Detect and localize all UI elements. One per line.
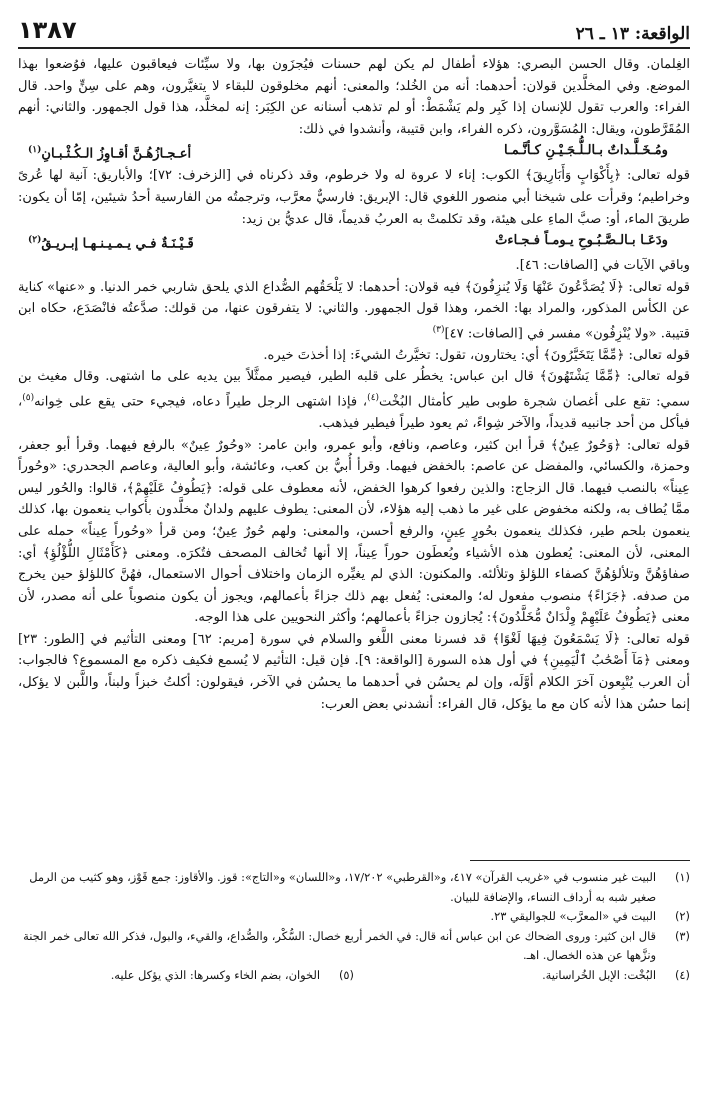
book-page (18, 10, 690, 1100)
verse-hemistich-2: قَـيْـنَـةٌ فـي يـمـيـنـهـا إبـريـقُ$^{(٢)}$ (28, 235, 194, 252)
paragraph: الغِلمان. وقال الحسن البصري: هؤلاء أطفال لم يكن لهم حسنات فيُجزَون بها، ولا سيِّئات فيعاقبون عليها، فوُضعوا بهذا الموضع. وفي المخلَّدين قولان: أحدهما: أنه من الخُلد؛ والمعنى: أنهم مخلوقون للبقاء لا يتغيَّرون، وهم على سِنٍّ واحد. قال الفراء: والعرب تقول للإنسان إذا كَبِر ولم يَشْمَطْ: أو لم تذهب أسنانه عن الكِبَر: إنه لمخلَّد، هذا قول الجمهور. والثاني: أنهم المُقَرَّطون، ويقال: المُسَوَّرون، ذكره الفراء، وابن قتيبة، وأنشدوا في ذلك: (18, 57, 690, 137)
footnote-ref: (٣) (432, 324, 445, 335)
footnote-ref: (٤) (367, 392, 380, 403)
footnote (18, 927, 690, 966)
verse-hemistich-1: ومُـخَـلَّـداتٌ بـالـلُّـجَـيْـنِ كـأنَّـمـا (503, 143, 668, 159)
footnote-number: (٢) (674, 909, 690, 924)
paragraph: قوله تعالى: ﴿بِأَكْوَابٍ وَأَبَارِيقَ﴾ الكوب: إناء لا عروة له ولا خرطوم، وقد ذكرناه في [الزخرف: ٧٢]؛ والأباريق: آنية لها عُرىً وخراطيم؛ وقرأت على شيخنا أبي منصور اللغوي قال: الإبريق: فارسيٌّ معرَّب، وترجمتُه من الفارسية أحدُ شيئين، إمّا أن يكون: طريقَ الماء، أو: صبَّ الماءِ على هيئة، وقد تكلمتْ به العربُ قديماً، قال عديُّ بن زيد: (18, 168, 690, 227)
footnote-row (18, 966, 690, 986)
main-text (18, 54, 690, 854)
footnote-number: (٤) (674, 967, 690, 982)
running-title: الواقعة: ١٣ ـ ٢٦ (575, 24, 690, 44)
paragraph: قوله تعالى: ﴿لَا يُصَدَّعُونَ عَنْهَا وَلَا يُنزِفُونَ﴾ فيه قولان: أحدهما: لا يَلْحَقُهم الصُّداع الذي يلحق شاربي خمر الدنيا. و «عنها» كناية عن الكأس المذكور، والمراد بها: الخمر، وهذا قول الجمهور. والثاني: لا يتفرقون عنها، من قولك: صدَّعتُه فانْصَدَع، حكاه ابن قتيبة. «ولا يُنْزِفُون» مفسر في [الصافات: ٤٧]$^{(٣)}$ (18, 279, 690, 342)
page-header (18, 10, 690, 49)
footnote-number: (٣) (674, 928, 690, 943)
footnote-text: قال ابن كثير: وروى الضحاك عن ابن عباس أنه قال: في الخمر أربع خصال: السُّكْر، والصُّداع، والقيء، والبول، فذكر الله تعالى خمر الجنة ونزَّهها عن هذه الخصال. اهـ. (23, 928, 656, 963)
footnote-ref: (١) (28, 145, 42, 156)
footnote-text: البيت غير منسوب في «غريب القرآن» ٤١٧، و«القرطبي» ١٧/٢٠٢، و«اللسان» و«التاج»: قوز. والأقاوز: جمع قَوْز، وهو كثيب من الرمل صغير شبه به أرداف النساء، والإضافة للبيان. (29, 870, 656, 904)
paragraph: قوله تعالى: ﴿وَحُورٌ عِينٌ﴾ قرأ ابن كثير، وعاصم، ونافع، وأبو عمرو، وابن عامر: «وحُورٌ عِينٌ» بالرفع فيهما. وقرأ أبو جعفر، وحمزة، والكسائي، والمفضل عن عاصم: بالخفض فيهما. وقرأ أُبيُّ بن كعب، وعائشة، وأبو العالية، وعاصم الجحدري: «وحُوراً عِيناً» بالنصب فيهما. قال الزجاج: والذين رفعوا كرهوا الخفض، لأنه معطوف على قوله: ﴿يَطُوفُ عَلَيْهِمْ﴾، قالوا: والحُور ليس ممَّا يُطاف به، ولكنه مخفوض على غير ما ذهب إليه هؤلاء، لأن المعنى: يطوف عليهم ولدانٌ مخلَّدون بأكواب ينعمون بها، كذلك ينعمون بلحم طير، فكذلك ينعمون بحُورٍ عِينٍ، والرفع أحسن، والمعنى: ولهم حُورٌ عِينٌ؛ ومن قرأ «وحُوراً عِيناً» حمله على المعنى، لأن المعنى: يُعطون هذه الأشياء ويُعطَون حوراً عِيناً، إلا أنها تُخالف المصحف فتُكرَه. ومعنى ﴿كَأَمْثَالِ اللُّؤْلُؤِ﴾ أي: صفاؤهُنَّ وتلألؤهُنَّ كصفاء اللؤلؤ وتلألئه. والمكنون: الذي لم يغيِّره الزمان واختلاف أحوال الاستعمال، فهُنَّ كاللؤلؤ حين يخرج من صدفه. ﴿جَزَاءً﴾ منصوب مفعول له؛ والمعنى: يُفعل بهم ذلك جزاءً بأعمالهم، ويجوز أن يكون منصوباً على أنه مصدر، لأن معنى ﴿يَطُوفُ عَلَيْهِمْ وِلْدَانٌ مُّخَلَّدُونَ﴾: يُجازون جزاءً بأعمالهم؛ وأكثر النحويين على هذا الوجه. (18, 437, 690, 626)
poem-verse (18, 140, 690, 165)
page-number: ١٣٨٧ (18, 16, 77, 44)
verse-hemistich-2: أعـجـازُهُـنَّ أقـاوِزُ الـكُـثْـبـانِ$^{(١)}$ (28, 145, 192, 162)
footnote-divider (470, 860, 690, 861)
footnote-ref: (٢) (28, 235, 42, 246)
footnote (18, 868, 690, 907)
footnote-text: الخوان، بضم الخاء وكسرها: الذي يؤكل عليه. (110, 967, 320, 982)
verse-hemistich-1: ودَعَـا بـالـصَّـبُـوحِ يـومـاً فـجـاءتْ (495, 233, 668, 249)
footnotes (18, 868, 690, 1093)
footnote-text: البُخْت: الإبل الخُراسانية. (542, 967, 656, 982)
paragraph: قوله تعالى: ﴿مِّمَّا يَشْتَهُونَ﴾ قال ابن عباس: يخطُر على قلبه الطير، فيصير ممثَّلاً بين يديه على ما اشتهى. وقال مغيث بن سمي: تقع على أغصان شجرة طوبى طير كأمثال البُخْت$^{(٤)}$، فإذا اشتهى الرجل طيراً دعاه، فيجيء حتى يقع على خِوانه$^{(٥)}$، فيأكل من أحد جانبيه قديداً، والآخر شِواءً، ثم يعود طيراً فيطير فيذهب. (18, 369, 690, 431)
footnote (18, 966, 354, 986)
footnote (354, 966, 690, 986)
footnote-ref: (٥) (22, 392, 35, 403)
paragraph: قوله تعالى: ﴿لَا يَسْمَعُونَ فِيهَا لَغْوًا﴾ قد فسرنا معنى اللَّغو والسلام في سورة [مريم: ٦٢] ومعنى التأثيم في [الطور: ٢٣] ومعنى ﴿مَآ أَصْحَٰبُ ٱلْيَمِينِ﴾ في أول هذه السورة [الواقعة: ٩]. فإن قيل: التأثيم لا يُسمع فكيف ذكره مع المسموع؟ فالجواب: أن العرب يُتْبِعون آخرَ الكلام أوَّلَه، وإن لم يحسُن في أحدهما ما يحسُن في الآخر، فيقولون: أكلتُ خبزاً ولبناً، واللَّبن لا يؤكل، إنما حسُن هذا لأنه كان مع ما يؤكل، قال الفراء: أنشدني بعض العرب: (18, 631, 690, 712)
footnote-number: (٥) (338, 967, 354, 982)
footnote (18, 907, 690, 927)
poem-verse (18, 230, 690, 255)
paragraph: قوله تعالى: ﴿مِّمَّا يَتَخَيَّرُونَ﴾ أي: يختارون، تقول: تخيَّرتُ الشيءَ: إذا أخذتَ خيره. (263, 347, 690, 363)
paragraph: وباقي الآيات في [الصافات: ٤٦]. (515, 258, 690, 274)
footnote-number: (١) (674, 870, 690, 884)
footnote-text: البيت في «المعرَّب» للجواليقي ٢٣. (490, 909, 656, 924)
